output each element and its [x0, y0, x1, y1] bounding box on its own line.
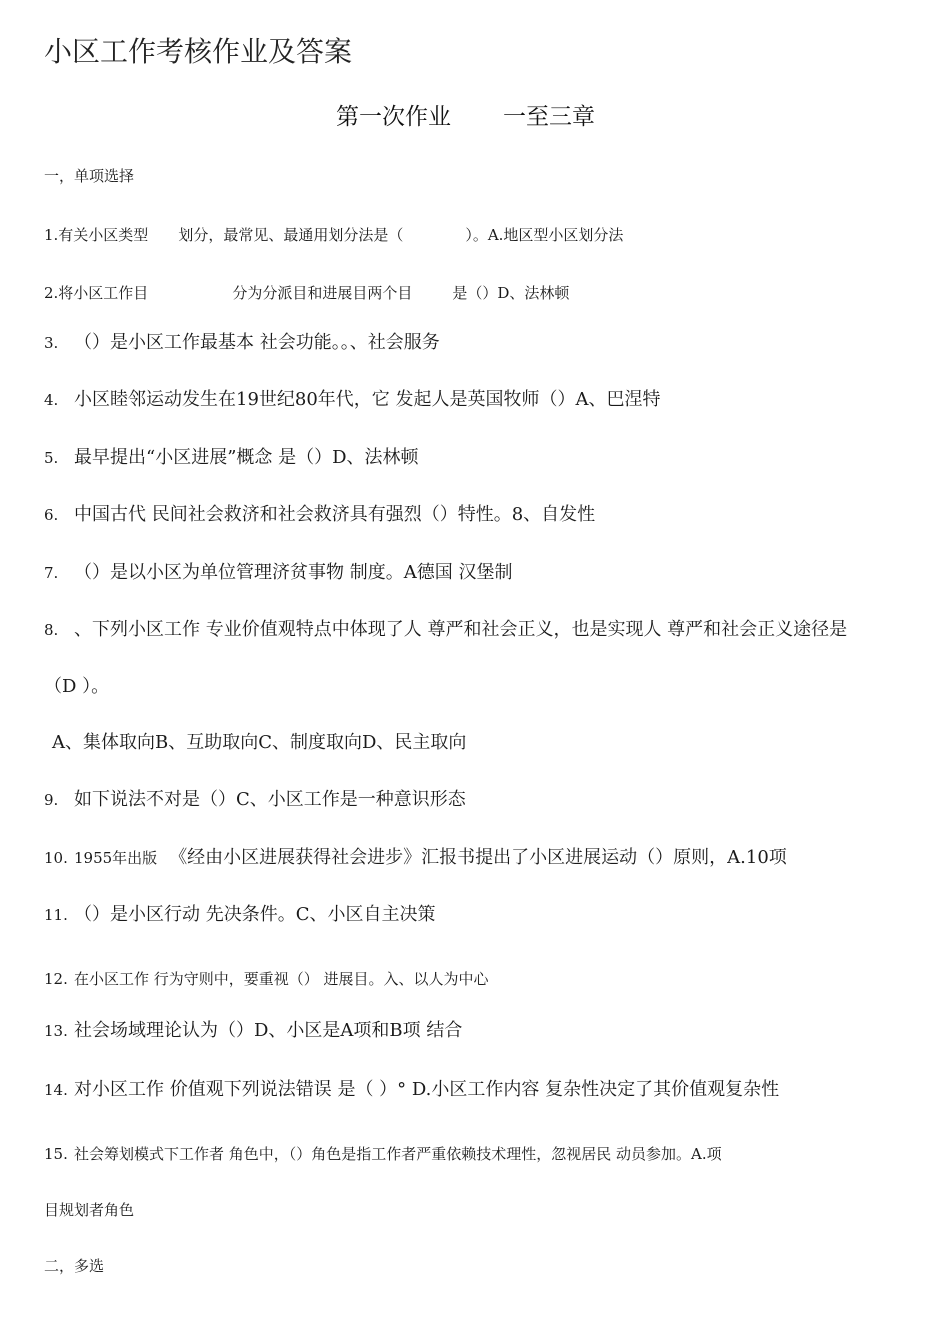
question-8-continuation: （D ）。: [44, 676, 110, 697]
section-heading-multiple-choice: 二，多选: [44, 1257, 105, 1275]
question-7-number: 7.: [44, 564, 59, 582]
chapter-heading-right: 一至三章: [503, 104, 595, 130]
question-5-number: 5.: [44, 449, 59, 467]
chapter-heading: [336, 98, 595, 131]
document-title: 小区工作考核作业及答案: [44, 35, 353, 68]
question-7-text: （）是以小区为单位管理济贫事物 制度。A德国 汉堡制: [74, 562, 513, 583]
question-8-text: 、下列小区工作 专业价值观特点中体现了人 尊严和社会正义，也是实现人 尊严和社会正义途径是: [74, 619, 848, 640]
question-12-number: 12.: [44, 970, 68, 988]
question-9-text: 如下说法不对是（）C、小区工作是一种意识形态: [74, 789, 466, 810]
question-4: [44, 385, 661, 411]
question-11: [44, 900, 436, 926]
question-13: [44, 1016, 462, 1042]
question-1-part-c: ）。A.地区型小区划分法: [465, 226, 624, 244]
question-2-part-c: 是（）D、法林顿: [452, 284, 570, 302]
question-11-number: 11.: [44, 906, 68, 924]
question-8-number: 8.: [44, 621, 59, 639]
question-2-part-b: 分为分派目和进展目两个目: [232, 284, 413, 302]
question-8-options: A、集体取向B、互助取向C、制度取向D、民主取向: [52, 732, 467, 753]
question-4-number: 4.: [44, 391, 59, 409]
question-14-text: 对小区工作 价值观下列说法错误 是（ ）° D.小区工作内容 复杂性决定了其价值观复杂性: [74, 1079, 780, 1100]
question-8: [44, 615, 847, 641]
question-5: [44, 443, 419, 469]
question-2: [44, 282, 569, 303]
question-13-number: 13.: [44, 1022, 68, 1040]
question-15-number: 15.: [44, 1145, 68, 1163]
question-10-text: 《经由小区进展获得社会进步》汇报书提出了小区进展运动（）原则，A.10项: [169, 847, 787, 868]
question-7: [44, 558, 512, 584]
question-1-part-a: 1.有关小区类型: [44, 226, 149, 244]
section-heading-single-choice: 一，单项选择: [44, 167, 135, 185]
question-14-number: 14.: [44, 1081, 68, 1099]
question-11-text: （）是小区行动 先决条件。C、小区自主决策: [74, 904, 436, 925]
question-12-text: 在小区工作 行为守则中，要重视（） 进展目。入、以人为中心: [74, 970, 489, 988]
question-10-year: 1955年出版: [74, 849, 158, 867]
question-3-text: （）是小区工作最基本 社会功能。。、社会服务: [74, 332, 440, 353]
question-3-number: 3.: [44, 334, 59, 352]
question-12: [44, 968, 489, 989]
question-1: [44, 224, 623, 245]
question-5-text: 最早提出“小区进展”概念 是（）D、法林顿: [74, 447, 419, 468]
question-10-number: 10.: [44, 849, 68, 867]
question-14: [44, 1075, 779, 1101]
question-6-text: 中国古代 民间社会救济和社会救济具有强烈（）特性。8、自发性: [74, 504, 596, 525]
question-15-continuation: 目规划者角色: [44, 1201, 135, 1219]
question-15: [44, 1143, 722, 1164]
question-2-part-a: 2.将小区工作目: [44, 284, 149, 302]
question-4-text: 小区睦邻运动发生在19世纪80年代，它 发起人是英国牧师（）A、巴涅特: [74, 389, 661, 410]
chapter-heading-left: 第一次作业: [336, 104, 451, 130]
question-1-part-b: 划分，最常见、最通用划分法是（: [178, 226, 404, 244]
question-9-number: 9.: [44, 791, 59, 809]
question-13-text: 社会场域理论认为（）D、小区是A项和B项 结合: [74, 1020, 463, 1041]
question-6: [44, 500, 595, 526]
question-3: [44, 328, 440, 354]
question-6-number: 6.: [44, 506, 59, 524]
question-15-text: 社会筹划模式下工作者 角色中，（）角色是指工作者严重依赖技术理性，忽视居民 动员参加。A.项: [74, 1145, 722, 1163]
question-9: [44, 785, 466, 811]
question-10: [44, 843, 787, 869]
